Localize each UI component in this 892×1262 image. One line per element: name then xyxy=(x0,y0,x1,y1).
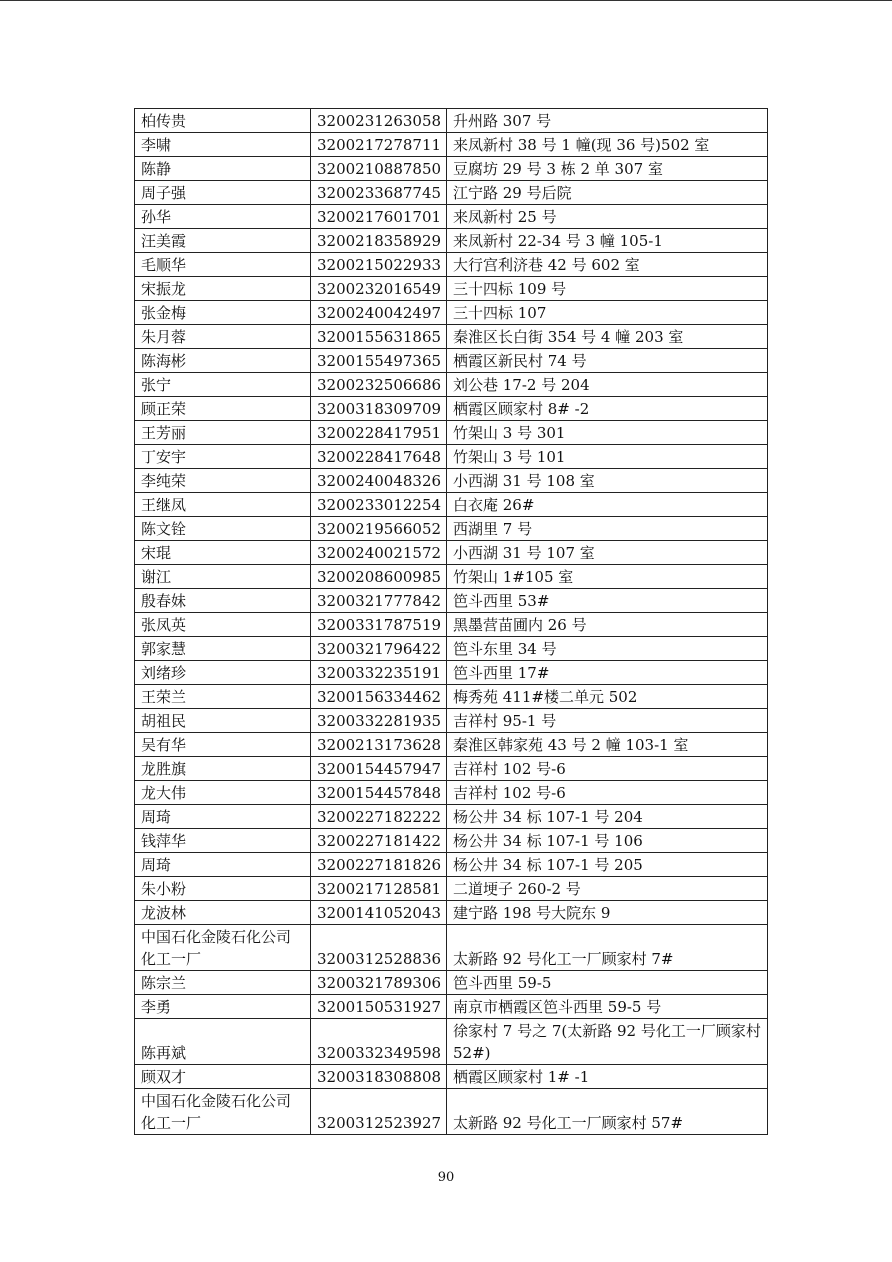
address-cell: 栖霞区顾家村 1# -1 xyxy=(447,1065,768,1089)
table-row xyxy=(135,565,768,589)
id-number-cell: 3200331787519 xyxy=(311,613,447,637)
id-number-cell: 3200332281935 xyxy=(311,709,447,733)
table-row xyxy=(135,709,768,733)
name-cell: 龙波林 xyxy=(135,901,311,925)
table-row xyxy=(135,349,768,373)
address-cell: 竹架山 3 号 301 xyxy=(447,421,768,445)
table-row xyxy=(135,205,768,229)
name-cell: 中国石化金陵石化公司化工一厂 xyxy=(135,925,311,971)
name-cell: 丁安宇 xyxy=(135,445,311,469)
address-cell: 三十四标 107 xyxy=(447,301,768,325)
table-row xyxy=(135,971,768,995)
name-cell: 刘绪珍 xyxy=(135,661,311,685)
address-cell: 杨公井 34 标 107-1 号 205 xyxy=(447,853,768,877)
name-cell: 龙胜旗 xyxy=(135,757,311,781)
name-cell: 陈宗兰 xyxy=(135,971,311,995)
id-number-cell: 3200228417648 xyxy=(311,445,447,469)
name-cell: 陈文铨 xyxy=(135,517,311,541)
address-cell: 吉祥村 102 号-6 xyxy=(447,781,768,805)
table-row xyxy=(135,829,768,853)
table-row xyxy=(135,613,768,637)
name-cell: 周琦 xyxy=(135,805,311,829)
name-cell: 吴有华 xyxy=(135,733,311,757)
table-row xyxy=(135,445,768,469)
id-number-cell: 3200217278711 xyxy=(311,133,447,157)
id-number-cell: 3200232016549 xyxy=(311,277,447,301)
id-number-cell: 3200217601701 xyxy=(311,205,447,229)
address-cell: 建宁路 198 号大院东 9 xyxy=(447,901,768,925)
table-row xyxy=(135,1089,768,1135)
id-number-cell: 3200233012254 xyxy=(311,493,447,517)
id-number-cell: 3200228417951 xyxy=(311,421,447,445)
id-number-cell: 3200240042497 xyxy=(311,301,447,325)
name-cell: 郭家慧 xyxy=(135,637,311,661)
address-cell: 三十四标 109 号 xyxy=(447,277,768,301)
table-row xyxy=(135,469,768,493)
table-row xyxy=(135,157,768,181)
name-cell: 张凤英 xyxy=(135,613,311,637)
name-cell: 宋振龙 xyxy=(135,277,311,301)
address-cell: 吉祥村 102 号-6 xyxy=(447,757,768,781)
address-cell: 栖霞区顾家村 8# -2 xyxy=(447,397,768,421)
table-row xyxy=(135,877,768,901)
table-row xyxy=(135,781,768,805)
address-cell: 二道埂子 260-2 号 xyxy=(447,877,768,901)
table-row xyxy=(135,901,768,925)
id-number-cell: 3200312528836 xyxy=(311,925,447,971)
name-cell: 孙华 xyxy=(135,205,311,229)
address-cell: 栖霞区新民村 74 号 xyxy=(447,349,768,373)
address-cell: 吉祥村 95-1 号 xyxy=(447,709,768,733)
table-row xyxy=(135,589,768,613)
id-number-cell: 3200141052043 xyxy=(311,901,447,925)
table-row xyxy=(135,301,768,325)
id-number-cell: 3200156334462 xyxy=(311,685,447,709)
name-cell: 王荣兰 xyxy=(135,685,311,709)
id-number-cell: 3200154457848 xyxy=(311,781,447,805)
table-row xyxy=(135,805,768,829)
address-cell: 笆斗西里 53# xyxy=(447,589,768,613)
table-row xyxy=(135,277,768,301)
name-cell: 谢江 xyxy=(135,565,311,589)
id-number-cell: 3200155631865 xyxy=(311,325,447,349)
table-row xyxy=(135,733,768,757)
id-number-cell: 3200208600985 xyxy=(311,565,447,589)
table-row xyxy=(135,325,768,349)
id-number-cell: 3200231263058 xyxy=(311,109,447,133)
page-number: 90 xyxy=(437,1170,455,1185)
name-cell: 陈再斌 xyxy=(135,1019,311,1065)
address-cell: 大行宫利济巷 42 号 602 室 xyxy=(447,253,768,277)
address-cell: 笆斗西里 59-5 xyxy=(447,971,768,995)
table-row xyxy=(135,229,768,253)
id-number-cell: 3200154457947 xyxy=(311,757,447,781)
id-number-cell: 3200318309709 xyxy=(311,397,447,421)
name-cell: 陈海彬 xyxy=(135,349,311,373)
records-table-body xyxy=(135,109,768,1135)
name-cell: 张金梅 xyxy=(135,301,311,325)
address-cell: 徐家村 7 号之 7(太新路 92 号化工一厂顾家村 52#) xyxy=(447,1019,768,1065)
table-row xyxy=(135,637,768,661)
address-cell: 西湖里 7 号 xyxy=(447,517,768,541)
address-cell: 黑墨营苗圃内 26 号 xyxy=(447,613,768,637)
address-cell: 竹架山 1#105 室 xyxy=(447,565,768,589)
records-table xyxy=(134,108,768,1135)
name-cell: 毛顺华 xyxy=(135,253,311,277)
table-row xyxy=(135,421,768,445)
id-number-cell: 3200321796422 xyxy=(311,637,447,661)
address-cell: 笆斗西里 17# xyxy=(447,661,768,685)
table-row xyxy=(135,661,768,685)
name-cell: 龙大伟 xyxy=(135,781,311,805)
table-row xyxy=(135,1065,768,1089)
address-cell: 杨公井 34 标 107-1 号 106 xyxy=(447,829,768,853)
address-cell: 豆腐坊 29 号 3 栋 2 单 307 室 xyxy=(447,157,768,181)
address-cell: 笆斗东里 34 号 xyxy=(447,637,768,661)
address-cell: 南京市栖霞区笆斗西里 59-5 号 xyxy=(447,995,768,1019)
id-number-cell: 3200219566052 xyxy=(311,517,447,541)
table-row xyxy=(135,1019,768,1065)
id-number-cell: 3200240021572 xyxy=(311,541,447,565)
name-cell: 顾双才 xyxy=(135,1065,311,1089)
table-row xyxy=(135,397,768,421)
address-cell: 来凤新村 38 号 1 幢(现 36 号)502 室 xyxy=(447,133,768,157)
table-row xyxy=(135,757,768,781)
name-cell: 周子强 xyxy=(135,181,311,205)
name-cell: 张宁 xyxy=(135,373,311,397)
table-row xyxy=(135,133,768,157)
page-top-border xyxy=(0,0,892,1)
id-number-cell: 3200233687745 xyxy=(311,181,447,205)
name-cell: 柏传贵 xyxy=(135,109,311,133)
address-cell: 刘公巷 17-2 号 204 xyxy=(447,373,768,397)
address-cell: 秦淮区长白街 354 号 4 幢 203 室 xyxy=(447,325,768,349)
address-cell: 梅秀苑 411#楼二单元 502 xyxy=(447,685,768,709)
table-row xyxy=(135,853,768,877)
address-cell: 小西湖 31 号 107 室 xyxy=(447,541,768,565)
name-cell: 周琦 xyxy=(135,853,311,877)
table-row xyxy=(135,109,768,133)
name-cell: 殷春妹 xyxy=(135,589,311,613)
id-number-cell: 3200213173628 xyxy=(311,733,447,757)
address-cell: 杨公井 34 标 107-1 号 204 xyxy=(447,805,768,829)
id-number-cell: 3200321777842 xyxy=(311,589,447,613)
address-cell: 升州路 307 号 xyxy=(447,109,768,133)
name-cell: 中国石化金陵石化公司化工一厂 xyxy=(135,1089,311,1135)
id-number-cell: 3200227181826 xyxy=(311,853,447,877)
table-row xyxy=(135,373,768,397)
address-cell: 太新路 92 号化工一厂顾家村 57# xyxy=(447,1089,768,1135)
name-cell: 顾正荣 xyxy=(135,397,311,421)
id-number-cell: 3200232506686 xyxy=(311,373,447,397)
id-number-cell: 3200218358929 xyxy=(311,229,447,253)
name-cell: 李勇 xyxy=(135,995,311,1019)
address-cell: 江宁路 29 号后院 xyxy=(447,181,768,205)
table-row xyxy=(135,995,768,1019)
table-row xyxy=(135,253,768,277)
table-row xyxy=(135,541,768,565)
address-cell: 白衣庵 26# xyxy=(447,493,768,517)
id-number-cell: 3200321789306 xyxy=(311,971,447,995)
address-cell: 太新路 92 号化工一厂顾家村 7# xyxy=(447,925,768,971)
id-number-cell: 3200227181422 xyxy=(311,829,447,853)
id-number-cell: 3200332349598 xyxy=(311,1019,447,1065)
id-number-cell: 3200312523927 xyxy=(311,1089,447,1135)
id-number-cell: 3200215022933 xyxy=(311,253,447,277)
name-cell: 宋琨 xyxy=(135,541,311,565)
name-cell: 李纯荣 xyxy=(135,469,311,493)
id-number-cell: 3200227182222 xyxy=(311,805,447,829)
name-cell: 朱月蓉 xyxy=(135,325,311,349)
table-row xyxy=(135,685,768,709)
id-number-cell: 3200217128581 xyxy=(311,877,447,901)
address-cell: 来凤新村 25 号 xyxy=(447,205,768,229)
name-cell: 王芳丽 xyxy=(135,421,311,445)
address-cell: 竹架山 3 号 101 xyxy=(447,445,768,469)
table-row xyxy=(135,517,768,541)
id-number-cell: 3200332235191 xyxy=(311,661,447,685)
name-cell: 陈静 xyxy=(135,157,311,181)
table-row xyxy=(135,925,768,971)
id-number-cell: 3200318308808 xyxy=(311,1065,447,1089)
table-row xyxy=(135,181,768,205)
id-number-cell: 3200210887850 xyxy=(311,157,447,181)
name-cell: 李啸 xyxy=(135,133,311,157)
id-number-cell: 3200155497365 xyxy=(311,349,447,373)
address-cell: 来凤新村 22-34 号 3 幢 105-1 xyxy=(447,229,768,253)
id-number-cell: 3200150531927 xyxy=(311,995,447,1019)
name-cell: 王继凤 xyxy=(135,493,311,517)
name-cell: 胡祖民 xyxy=(135,709,311,733)
address-cell: 秦淮区韩家苑 43 号 2 幢 103-1 室 xyxy=(447,733,768,757)
name-cell: 朱小粉 xyxy=(135,877,311,901)
id-number-cell: 3200240048326 xyxy=(311,469,447,493)
name-cell: 钱萍华 xyxy=(135,829,311,853)
address-cell: 小西湖 31 号 108 室 xyxy=(447,469,768,493)
name-cell: 汪美霞 xyxy=(135,229,311,253)
table-row xyxy=(135,493,768,517)
